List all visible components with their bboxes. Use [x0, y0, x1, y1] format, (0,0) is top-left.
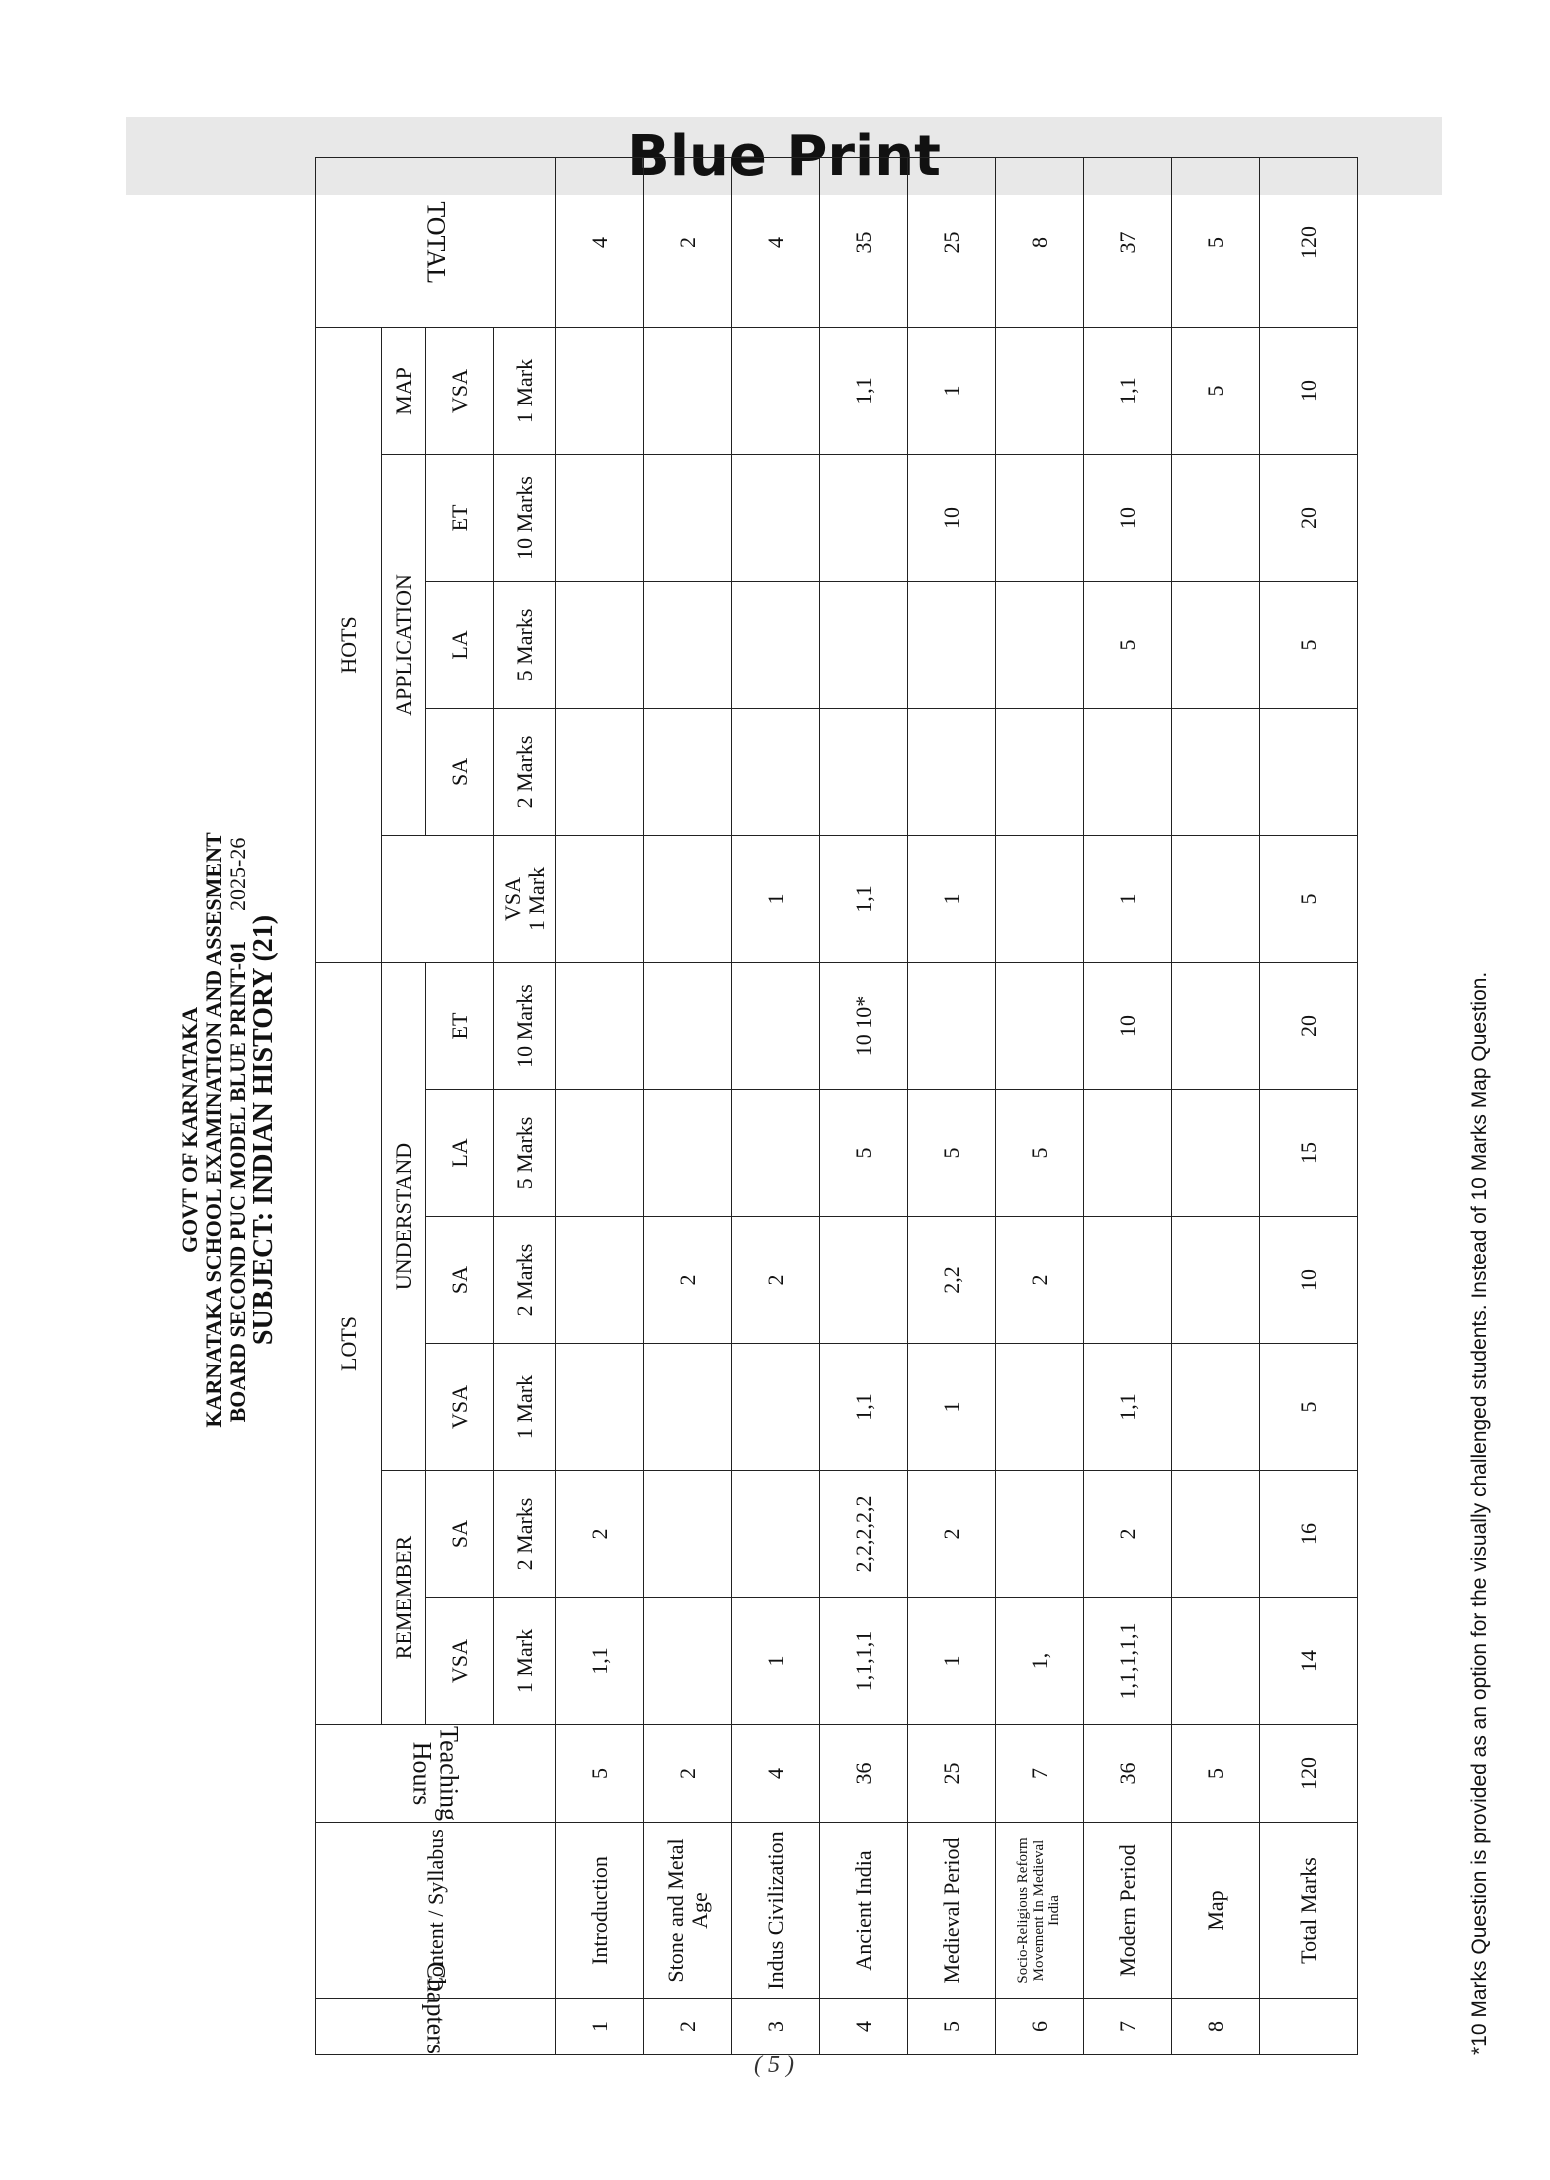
marks-cell — [732, 581, 820, 708]
marks-cell: 2 — [732, 1217, 820, 1344]
header-map: MAP — [382, 327, 426, 454]
marks-cell — [996, 1471, 1084, 1598]
marks-cell — [1172, 1217, 1260, 1344]
row-total: 5 — [1172, 157, 1260, 327]
header-total: TOTAL — [316, 157, 556, 327]
marks-cell: 1,1 — [820, 1344, 908, 1471]
marks-cell: 2 — [644, 1217, 732, 1344]
marks-cell — [908, 962, 996, 1089]
marks-cell: 15 — [1260, 1090, 1358, 1217]
heading-board: KARNATAKA SCHOOL EXAMINATION AND ASSESMENT — [200, 832, 226, 1428]
teaching-hours: 25 — [908, 1725, 996, 1823]
marks-cell — [732, 1344, 820, 1471]
chapter-name: Modern Period — [1084, 1823, 1172, 1999]
chapter-name: Indus Civilization — [732, 1823, 820, 1999]
chapter-number: 4 — [820, 1999, 908, 2055]
row-total: 25 — [908, 157, 996, 327]
marks-cell: 1 — [1084, 835, 1172, 962]
header-type: VSA — [426, 1344, 494, 1471]
marks-cell: 1,1 — [1084, 1344, 1172, 1471]
teaching-hours: 120 — [1260, 1725, 1358, 1823]
chapter-name: Total Marks — [1260, 1823, 1358, 1999]
marks-cell — [1084, 1217, 1172, 1344]
marks-cell — [732, 327, 820, 454]
marks-cell: 2,2 — [908, 1217, 996, 1344]
header-marks: 1 Mark — [494, 1598, 556, 1725]
header-content: Content / Syllabus — [316, 1823, 556, 1999]
chapter-number: 1 — [556, 1999, 644, 2055]
header-chapters: Chapters — [316, 1999, 556, 2055]
header-marks: 2 Marks — [494, 1217, 556, 1344]
marks-cell — [908, 708, 996, 835]
marks-cell — [556, 835, 644, 962]
marks-cell — [644, 1344, 732, 1471]
table-row — [556, 157, 644, 2054]
header-type: SA — [426, 1471, 494, 1598]
marks-cell: 1,1 — [1084, 327, 1172, 454]
marks-cell — [996, 835, 1084, 962]
marks-cell: 1 — [908, 1344, 996, 1471]
chapter-name: Introduction — [556, 1823, 644, 1999]
marks-cell — [1260, 708, 1358, 835]
row-total: 8 — [996, 157, 1084, 327]
teaching-hours: 5 — [1172, 1725, 1260, 1823]
marks-cell: 10 — [1084, 454, 1172, 581]
teaching-hours: 7 — [996, 1725, 1084, 1823]
marks-cell — [556, 1344, 644, 1471]
blueprint-table — [315, 157, 1358, 2055]
marks-cell: 5 — [996, 1090, 1084, 1217]
table-row — [1172, 157, 1260, 2054]
heading-govt: GOVT OF KARNATAKA — [177, 1006, 202, 1254]
marks-cell: 1 — [732, 1598, 820, 1725]
marks-cell: 16 — [1260, 1471, 1358, 1598]
marks-cell — [556, 581, 644, 708]
teaching-hours: 5 — [556, 1725, 644, 1823]
marks-cell: 2 — [908, 1471, 996, 1598]
table-row — [644, 157, 732, 2054]
rotated-page — [177, 201, 1491, 2055]
marks-cell — [644, 962, 732, 1089]
header-type: ET — [426, 962, 494, 1089]
marks-cell: 5 — [820, 1090, 908, 1217]
table-row — [732, 157, 820, 2054]
table-row — [1260, 157, 1358, 2054]
marks-cell — [644, 581, 732, 708]
marks-cell: 10 — [1084, 962, 1172, 1089]
heading-blueprint — [226, 205, 250, 2055]
chapter-name: Socio-Religious Reform Movement In Medieval India — [996, 1823, 1084, 1999]
teaching-hours: 4 — [732, 1725, 820, 1823]
header-teaching-hours: Teaching Hours — [316, 1725, 556, 1823]
teaching-hours: 36 — [1084, 1725, 1172, 1823]
banner-title: Blue Print — [627, 123, 941, 189]
marks-cell: 5 — [908, 1090, 996, 1217]
marks-cell: 10 — [908, 454, 996, 581]
chapter-number — [1260, 1999, 1358, 2055]
chapter-number: 7 — [1084, 1999, 1172, 2055]
marks-cell — [732, 454, 820, 581]
document-heading — [178, 205, 311, 2055]
header-application: APPLICATION — [382, 454, 426, 835]
marks-cell — [996, 581, 1084, 708]
row-total: 4 — [556, 157, 644, 327]
row-total: 4 — [732, 157, 820, 327]
header-marks: 5 Marks — [494, 581, 556, 708]
marks-cell — [644, 454, 732, 581]
marks-cell — [1084, 1090, 1172, 1217]
header-type: SA — [426, 1217, 494, 1344]
header-type: VSA — [426, 327, 494, 454]
table-row — [820, 157, 908, 2054]
header-marks: 10 Marks — [494, 962, 556, 1089]
header-marks: 1 Mark — [494, 327, 556, 454]
header-type: LA — [426, 1090, 494, 1217]
table-row — [996, 157, 1084, 2054]
marks-cell: 10 10* — [820, 962, 908, 1089]
marks-cell — [996, 327, 1084, 454]
heading-year: 2025-26 — [224, 837, 250, 911]
marks-cell: 14 — [1260, 1598, 1358, 1725]
header-type: VSA — [500, 876, 526, 921]
marks-cell: 1,1 — [556, 1598, 644, 1725]
chapter-name: Stone and Metal Age — [644, 1823, 732, 1999]
row-total: 37 — [1084, 157, 1172, 327]
chapter-name: Ancient India — [820, 1823, 908, 1999]
header-marks: 10 Marks — [494, 454, 556, 581]
marks-cell: 1,1,1,1,1 — [1084, 1598, 1172, 1725]
row-total: 35 — [820, 157, 908, 327]
marks-cell — [820, 708, 908, 835]
heading-blueprint-text: BOARD SECOND PUC MODEL BLUE PRINT-01 — [224, 940, 250, 1423]
header-type: SA — [426, 708, 494, 835]
marks-cell — [732, 1471, 820, 1598]
marks-cell — [1172, 1344, 1260, 1471]
table-row — [1084, 157, 1172, 2054]
header-hots: HOTS — [316, 327, 382, 962]
marks-cell — [996, 962, 1084, 1089]
marks-cell: 1, — [996, 1598, 1084, 1725]
marks-cell — [1172, 962, 1260, 1089]
table-row — [908, 157, 996, 2054]
marks-cell — [996, 1344, 1084, 1471]
marks-cell — [644, 1471, 732, 1598]
header-type: ET — [426, 454, 494, 581]
marks-cell — [556, 962, 644, 1089]
marks-cell: 20 — [1260, 454, 1358, 581]
header-marks: 2 Marks — [494, 708, 556, 835]
marks-cell — [556, 708, 644, 835]
heading-subject: SUBJECT: INDIAN HISTORY (21) — [248, 914, 280, 1346]
chapter-name: Medieval Period — [908, 1823, 996, 1999]
marks-cell — [820, 454, 908, 581]
marks-cell — [556, 327, 644, 454]
teaching-hours: 36 — [820, 1725, 908, 1823]
marks-cell: 1 — [732, 835, 820, 962]
marks-cell: 5 — [1260, 835, 1358, 962]
marks-cell: 1 — [908, 327, 996, 454]
row-total: 2 — [644, 157, 732, 327]
marks-cell: 1 — [908, 835, 996, 962]
chapter-number: 8 — [1172, 1999, 1260, 2055]
marks-cell — [556, 1217, 644, 1344]
header-understand: UNDERSTAND — [382, 962, 426, 1470]
marks-cell — [644, 1090, 732, 1217]
marks-cell — [1172, 1090, 1260, 1217]
marks-cell — [556, 1090, 644, 1217]
marks-cell: 5 — [1260, 1344, 1358, 1471]
marks-cell: 20 — [1260, 962, 1358, 1089]
marks-cell — [820, 1217, 908, 1344]
chapter-number: 3 — [732, 1999, 820, 2055]
header-marks-label: 1 Mark — [523, 866, 549, 932]
header-lots: LOTS — [316, 962, 382, 1724]
header-remember: REMEMBER — [382, 1471, 426, 1725]
marks-cell: 1,1 — [820, 327, 908, 454]
teaching-hours: 2 — [644, 1725, 732, 1823]
marks-cell — [1172, 708, 1260, 835]
marks-cell — [556, 454, 644, 581]
chapter-number: 2 — [644, 1999, 732, 2055]
marks-cell: 2,2,2,2,2 — [820, 1471, 908, 1598]
header-marks — [494, 835, 556, 962]
marks-cell: 1,1 — [820, 835, 908, 962]
row-total: 120 — [1260, 157, 1358, 327]
marks-cell: 2 — [996, 1217, 1084, 1344]
header-marks: 2 Marks — [494, 1471, 556, 1598]
marks-cell: 5 — [1172, 327, 1260, 454]
marks-cell: 2 — [1084, 1471, 1172, 1598]
marks-cell — [996, 708, 1084, 835]
marks-cell: 2 — [556, 1471, 644, 1598]
marks-cell — [1172, 581, 1260, 708]
marks-cell — [1172, 1598, 1260, 1725]
chapter-name: Map — [1172, 1823, 1260, 1999]
marks-cell — [732, 1090, 820, 1217]
marks-cell: 1 — [908, 1598, 996, 1725]
header-type: LA — [426, 581, 494, 708]
marks-cell — [1172, 1471, 1260, 1598]
marks-cell — [1172, 454, 1260, 581]
chapter-number: 5 — [908, 1999, 996, 2055]
marks-cell — [732, 708, 820, 835]
header-marks: 1 Mark — [494, 1344, 556, 1471]
marks-cell — [820, 581, 908, 708]
page-number: ( 5 ) — [754, 2052, 794, 2078]
footnote: *10 Marks Question is provided as an option for the visually challenged students. Instead of 10 Marks Map Question. — [1468, 971, 1491, 2055]
marks-cell — [732, 962, 820, 1089]
marks-cell: 5 — [1260, 581, 1358, 708]
marks-cell — [644, 327, 732, 454]
marks-cell: 10 — [1260, 327, 1358, 454]
marks-cell — [908, 581, 996, 708]
marks-cell — [996, 454, 1084, 581]
chapter-number: 6 — [996, 1999, 1084, 2055]
header-blank — [382, 835, 494, 962]
marks-cell — [1084, 708, 1172, 835]
header-type: VSA — [426, 1598, 494, 1725]
marks-cell: 1,1,1,1 — [820, 1598, 908, 1725]
marks-cell: 5 — [1084, 581, 1172, 708]
marks-cell — [644, 835, 732, 962]
marks-cell — [644, 1598, 732, 1725]
marks-cell — [644, 708, 732, 835]
marks-cell: 10 — [1260, 1217, 1358, 1344]
header-marks: 5 Marks — [494, 1090, 556, 1217]
marks-cell — [1172, 835, 1260, 962]
